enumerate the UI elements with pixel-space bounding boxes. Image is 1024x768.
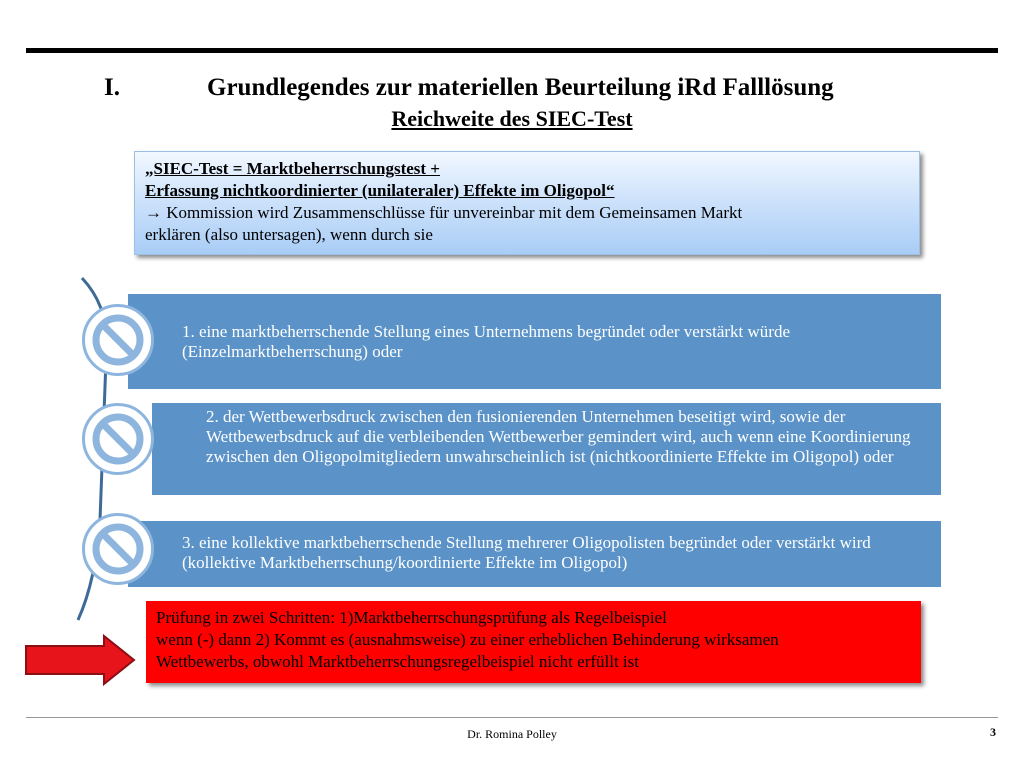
prohibition-icon (82, 403, 154, 475)
item-text-1: 1. eine marktbeherrschende Stellung eines Unternehmens begründet oder verstärkt würde (Einzelmarktbeherrschung) oder (182, 322, 791, 361)
right-arrow-icon (24, 634, 136, 686)
slide-subtitle: Reichweite des SIEC-Test (391, 106, 633, 131)
list-item (128, 294, 941, 389)
title-text: Grundlegendes zur materiellen Beurteilung iRd Falllösung (207, 74, 834, 101)
prohibition-icon (82, 304, 154, 376)
prohibition-icon (82, 513, 154, 585)
info-body-line-2: erklären (also untersagen), wenn durch sie (145, 225, 433, 244)
page-number: 3 (990, 725, 996, 739)
exam-note-line-2: wenn (-) dann 2) Kommt es (ausnahmsweise) zu einer erheblichen Behinderung wirksamen (156, 630, 779, 649)
info-quote-line-2: Erfassung nichtkoordinierter (unilateraler) Effekte im Oligopol“ (145, 181, 615, 200)
title-number: I. (104, 74, 120, 101)
exam-note-line-3: Wettbewerbs, obwohl Marktbeherrschungsregelbeispiel nicht erfüllt ist (156, 652, 639, 671)
info-quote-line-1: „SIEC-Test = Marktbeherrschungstest + (145, 159, 440, 178)
top-rule (26, 48, 998, 53)
footer-author: Dr. Romina Polley (467, 727, 557, 741)
list-item (152, 403, 941, 495)
list-item (128, 521, 941, 587)
exam-note-line-1: Prüfung in zwei Schritten: 1)Marktbeherrschungsprüfung als Regelbeispiel (156, 608, 667, 627)
item-text-3: 3. eine kollektive marktbeherrschende Stellung mehrerer Oligopolisten begründet oder verstärkt wird (kollektive Marktbeherrschung/koordinierte Effekte im Oligopol) (182, 533, 871, 572)
exam-note-box (146, 601, 921, 683)
info-box (134, 151, 920, 255)
bottom-rule (26, 717, 998, 718)
slide-title (0, 74, 1024, 104)
item-text-2: 2. der Wettbewerbsdruck zwischen den fusionierenden Unternehmen beseitigt wird, sowie der Wettbewerbsdruck auf die verbleibenden Wettbewerber gemindert wird, auch wenn eine Koordinierung zwischen den Oligopolmitgliedern unwahrscheinlich ist (nichtkoordinierte Effekte im Oligopol) oder (206, 407, 911, 466)
info-body-line-1: → Kommission wird Zusammenschlüsse für unvereinbar mit dem Gemeinsamen Markt (145, 203, 743, 222)
